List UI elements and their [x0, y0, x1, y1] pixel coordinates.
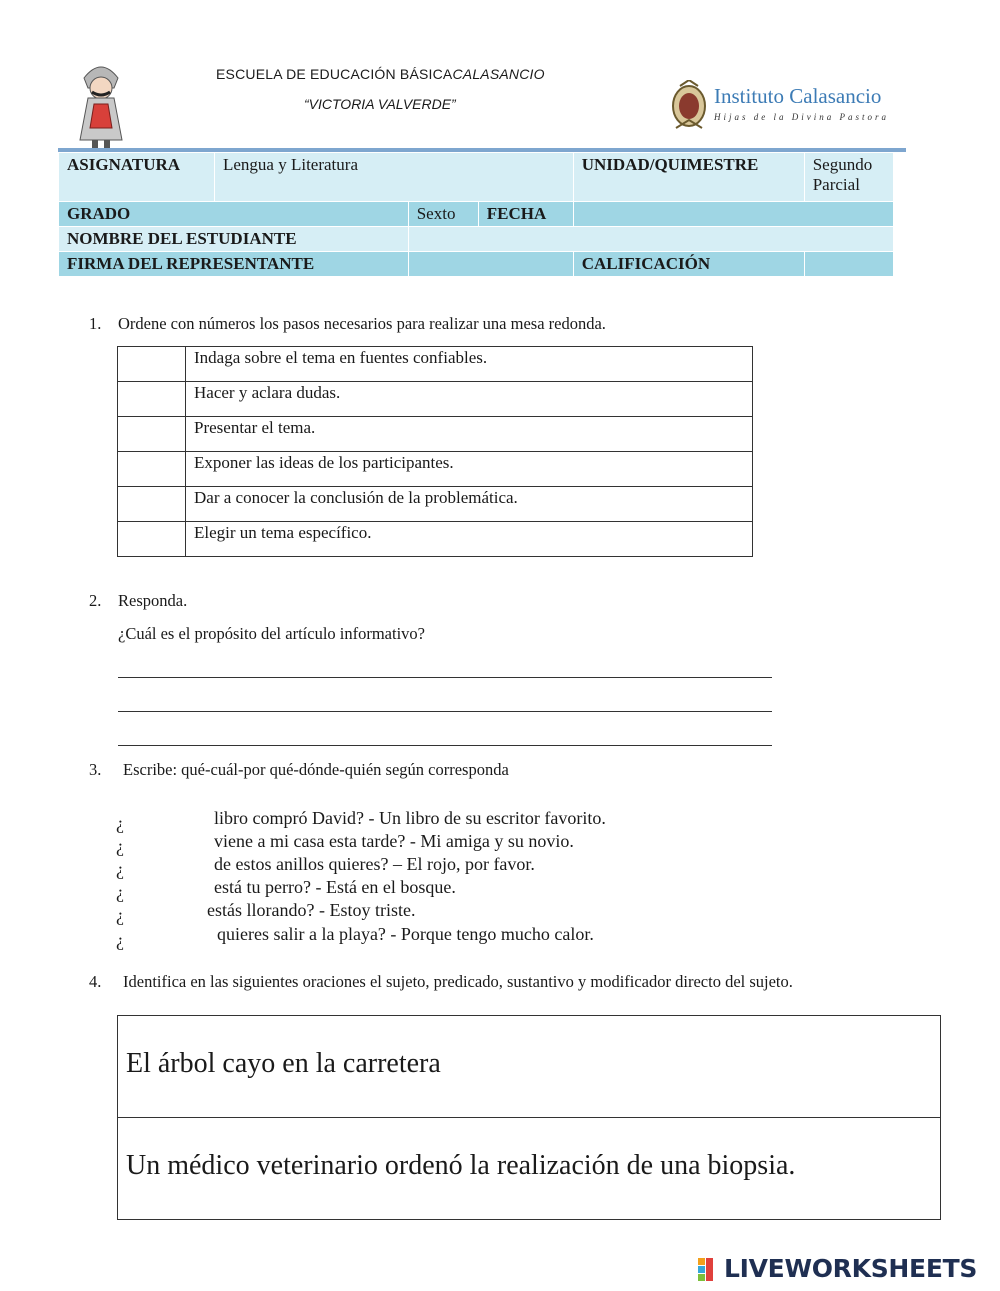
student-info-table	[58, 152, 894, 277]
question-mark: ¿	[116, 813, 124, 833]
table-row	[118, 347, 753, 382]
answer-line[interactable]	[118, 745, 772, 746]
fecha-label: FECHA	[478, 202, 573, 227]
q3-sentence: está tu perro? - Está en el bosque.	[214, 877, 456, 897]
table-row	[118, 382, 753, 417]
firma-label: FIRMA DEL REPRESENTANTE	[59, 252, 409, 277]
grado-value: Sexto	[408, 202, 478, 227]
q3-sentence: libro compró David? - Un libro de su escritor favorito.	[214, 808, 606, 828]
question-mark: ¿	[116, 836, 124, 856]
step-order-input[interactable]	[118, 382, 186, 417]
answer-line[interactable]	[118, 711, 772, 712]
step-order-input[interactable]	[118, 347, 186, 382]
q4-sentence: El árbol cayo en la carretera	[126, 1048, 441, 1079]
school-subtitle: “VICTORIA VALVERDE”	[304, 96, 456, 112]
unidad-value: Segundo Parcial	[804, 153, 893, 202]
q1-text: Ordene con números los pasos necesarios para realizar una mesa redonda.	[118, 314, 606, 333]
calificacion-label: CALIFICACIÓN	[573, 252, 804, 277]
step-text: Presentar el tema.	[186, 417, 753, 452]
q3-number: 3.	[89, 760, 102, 779]
q3-sentence: estás llorando? - Estoy triste.	[207, 900, 416, 920]
q1-steps-table	[117, 346, 753, 557]
q4-number: 4.	[89, 972, 102, 991]
institute-logo-title: Instituto Calasancio	[714, 84, 882, 108]
step-text: Elegir un tema específico.	[186, 522, 753, 557]
table-row	[118, 522, 753, 557]
grado-label: GRADO	[59, 202, 409, 227]
liveworksheets-brand: LIVEWORKSHEETS	[724, 1254, 978, 1283]
institute-logo-subtitle: Hijas de la Divina Pastora	[714, 112, 889, 122]
q3-text: Escribe: qué-cuál-por qué-dónde-quién según corresponda	[123, 760, 509, 779]
firma-field[interactable]	[408, 252, 573, 277]
question-mark: ¿	[116, 905, 124, 925]
asignatura-label: ASIGNATURA	[59, 153, 215, 202]
q4-text: Identifica en las siguientes oraciones el sujeto, predicado, sustantivo y modificador directo del sujeto.	[123, 972, 793, 991]
calificacion-field[interactable]	[804, 252, 893, 277]
q3-sentence: viene a mi casa esta tarde? - Mi amiga y su novio.	[214, 831, 574, 851]
step-text: Hacer y aclara dudas.	[186, 382, 753, 417]
step-text: Dar a conocer la conclusión de la problemática.	[186, 487, 753, 522]
answer-line[interactable]	[118, 677, 772, 678]
question-mark: ¿	[116, 859, 124, 879]
question-mark: ¿	[116, 930, 124, 950]
school-name: ESCUELA DE EDUCACIÓN BÁSICACALASANCIO	[216, 66, 545, 82]
unidad-label: UNIDAD/QUIMESTRE	[573, 153, 804, 202]
table-row	[118, 452, 753, 487]
q3-sentence: de estos anillos quieres? – El rojo, por favor.	[214, 854, 535, 874]
q3-sentence: quieres salir a la playa? - Porque tengo mucho calor.	[217, 924, 594, 944]
nombre-field[interactable]	[408, 227, 893, 252]
nombre-label: NOMBRE DEL ESTUDIANTE	[59, 227, 409, 252]
q2-text: Responda.	[118, 591, 188, 610]
step-order-input[interactable]	[118, 417, 186, 452]
step-text: Indaga sobre el tema en fuentes confiables.	[186, 347, 753, 382]
q4-sentence: Un médico veterinario ordenó la realización de una biopsia.	[126, 1150, 796, 1181]
step-order-input[interactable]	[118, 452, 186, 487]
table-row	[118, 417, 753, 452]
liveworksheets-logo-icon	[698, 1258, 722, 1282]
table-row	[118, 487, 753, 522]
asignatura-value: Lengua y Literatura	[215, 153, 574, 202]
step-text: Exponer las ideas de los participantes.	[186, 452, 753, 487]
fecha-field[interactable]	[573, 202, 893, 227]
institute-crest-icon	[668, 80, 710, 134]
q2-question: ¿Cuál es el propósito del artículo informativo?	[118, 624, 425, 643]
step-order-input[interactable]	[118, 487, 186, 522]
question-mark: ¿	[116, 882, 124, 902]
q1-number: 1.	[89, 314, 102, 333]
school-mascot-image	[70, 58, 132, 150]
q2-number: 2.	[89, 591, 102, 610]
step-order-input[interactable]	[118, 522, 186, 557]
